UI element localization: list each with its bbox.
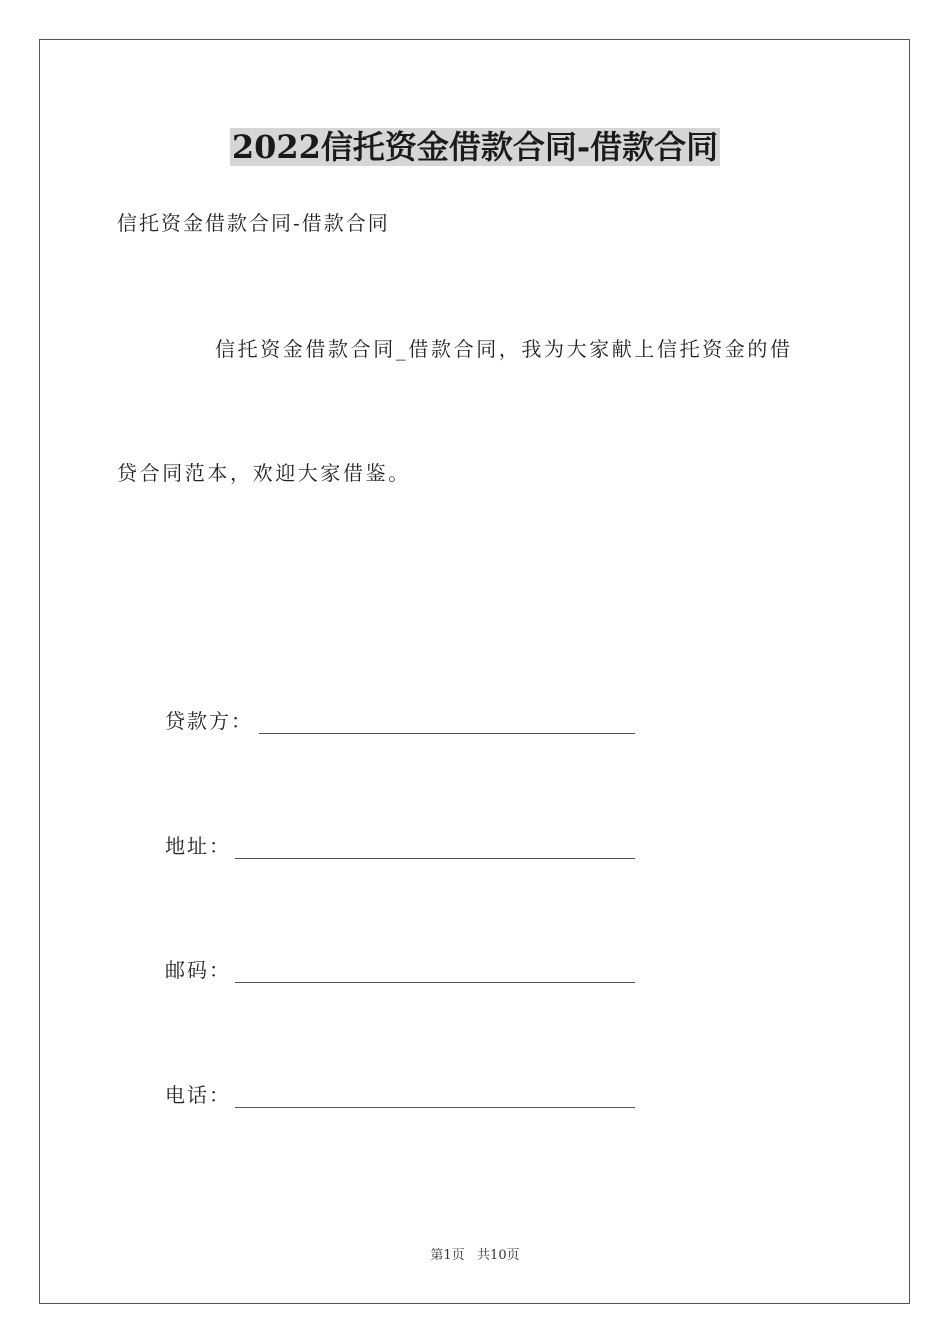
postcode-label: 邮码： [165,958,231,982]
intro-paragraph-line-1: 信托资金借款合同_借款合同，我为大家献上信托资金的借 [215,337,793,361]
lender-label: 贷款方： [165,709,253,733]
address-label: 地址： [165,834,231,858]
address-field [165,831,635,861]
postcode-blank-line[interactable] [235,982,635,983]
intro-paragraph-line-2: 贷合同范本，欢迎大家借鉴。 [117,461,411,485]
lender-blank-line[interactable] [259,733,635,734]
phone-blank-line[interactable] [235,1107,635,1108]
document-title [0,124,950,170]
document-title-text: 2022信托资金借款合同-借款合同 [231,128,719,166]
postcode-field [165,955,635,985]
address-blank-line[interactable] [235,858,635,859]
phone-field [165,1080,635,1110]
lender-field [165,706,635,736]
phone-label: 电话： [165,1083,231,1107]
document-subtitle: 信托资金借款合同-借款合同 [117,211,390,235]
page-footer-number: 第1页 共10页 [430,1248,520,1263]
